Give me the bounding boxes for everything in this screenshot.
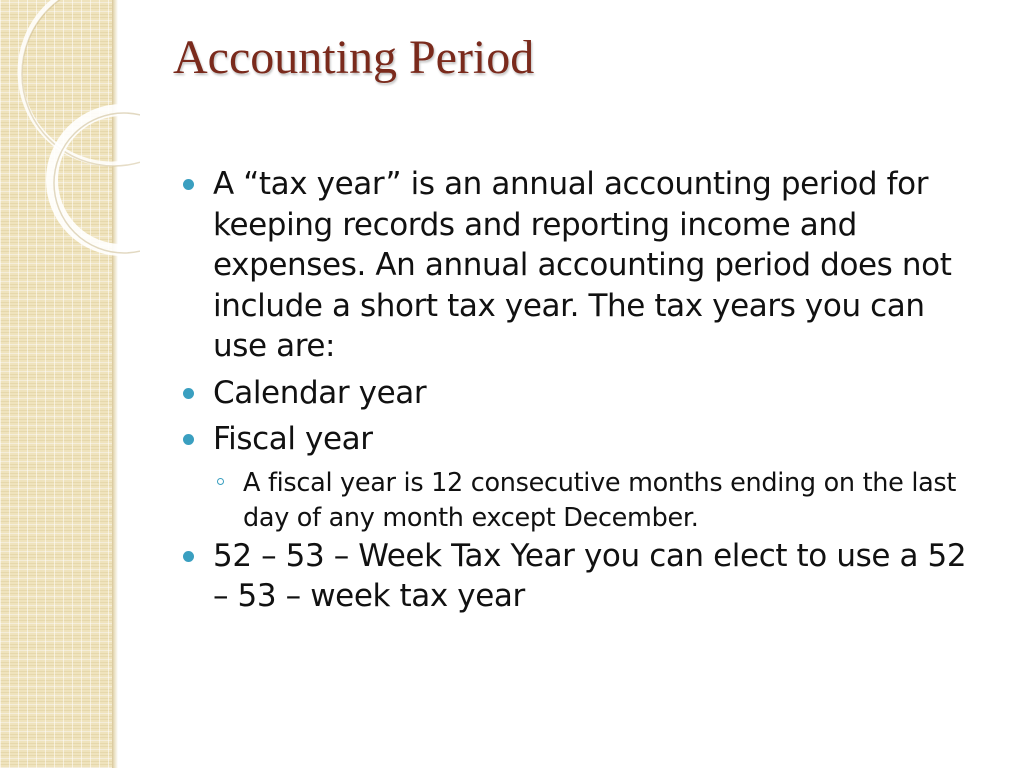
decorative-rings-icon <box>0 0 140 260</box>
bullet-dot-icon <box>183 388 194 399</box>
sub-bullet-list <box>180 466 980 536</box>
bullet-text: Fiscal year <box>213 421 373 457</box>
bullet-list-continued <box>180 536 980 617</box>
bullet-dot-icon <box>183 551 194 562</box>
bullet-item-tax-year <box>180 164 980 367</box>
bullet-text: Calendar year <box>213 374 427 411</box>
bullet-dot-icon <box>183 434 194 445</box>
slide-title: Accounting Period <box>173 31 535 84</box>
bullet-text: 52 – 53 – Week Tax Year you can elect to use a 52 – 53 – week tax year <box>213 537 967 614</box>
bullet-dot-icon <box>183 179 194 190</box>
bullet-item-fiscal-year <box>180 419 980 460</box>
sub-bullet-text: A fiscal year is 12 consecutive months ending on the last day of any month except December. <box>243 467 957 533</box>
bullet-item-52-53-week <box>180 536 980 617</box>
sub-bullet-ring-icon <box>217 478 224 485</box>
bullet-text: A “tax year” is an annual accounting period for keeping records and reporting income and expenses. An annual accounting period does not include a short tax year. The tax years you can use are: <box>213 166 952 364</box>
slide-content <box>180 164 980 623</box>
sub-bullet-item-fiscal-definition <box>180 466 980 536</box>
bullet-list <box>180 164 980 460</box>
bullet-item-calendar-year <box>180 373 980 414</box>
